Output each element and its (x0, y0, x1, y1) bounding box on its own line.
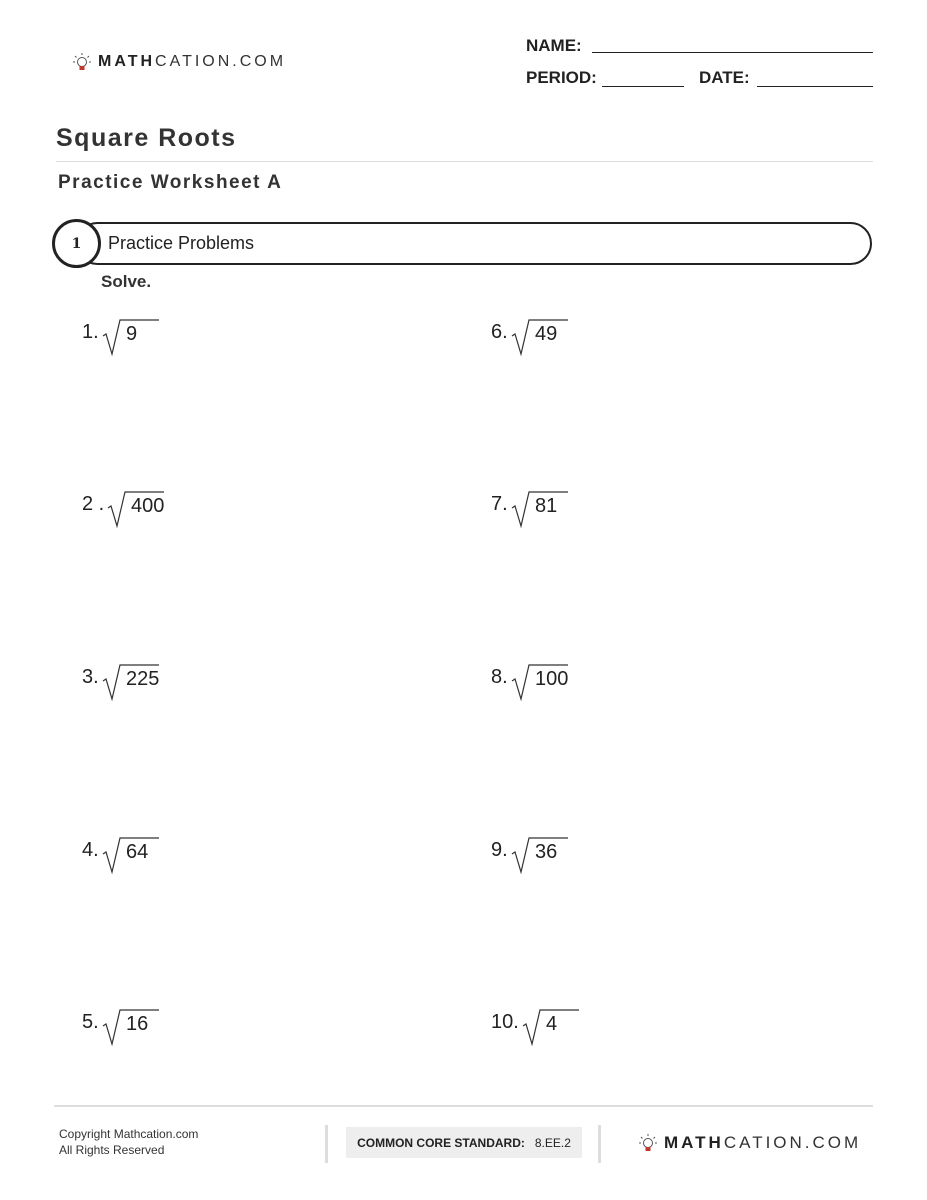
problem-1 (82, 318, 165, 358)
name-line[interactable] (592, 52, 873, 53)
problem-9 (491, 836, 574, 876)
problem-number: 10. (491, 1011, 519, 1033)
radicand: 36 (534, 841, 557, 863)
footer-separator-right (598, 1125, 601, 1163)
footer-logo-bold: MATH (664, 1133, 724, 1152)
lightbulb-icon (638, 1133, 658, 1153)
radicand: 400 (131, 495, 165, 517)
square-root-sign (106, 490, 170, 530)
lightbulb-icon (72, 52, 92, 72)
standard-label: COMMON CORE STANDARD: (357, 1135, 525, 1150)
page-title: Square Roots (56, 124, 237, 152)
square-root-sign (510, 490, 574, 530)
square-root-sign (101, 663, 165, 703)
footer-logo (638, 1133, 861, 1153)
problem-number: 4. (82, 839, 99, 861)
problem-number: 5. (82, 1011, 99, 1033)
square-root-sign (521, 1008, 585, 1048)
period-label: PERIOD: (526, 68, 597, 87)
square-root-sign (101, 318, 165, 358)
title-divider (56, 161, 873, 162)
problem-10 (491, 1008, 585, 1048)
footer-divider (54, 1105, 873, 1107)
radicand: 9 (125, 323, 137, 345)
rights-text: All Rights Reserved (59, 1143, 165, 1157)
radicand: 16 (125, 1013, 148, 1035)
square-root-sign (101, 1008, 165, 1048)
problem-3 (82, 663, 165, 703)
problem-number: 7. (491, 493, 508, 515)
radicand: 100 (534, 668, 569, 690)
standard-value: 8.EE.2 (534, 1135, 571, 1150)
date-label: DATE: (699, 68, 750, 87)
problem-6 (491, 318, 574, 358)
instructions: Solve. (101, 272, 152, 291)
footer-separator-left (325, 1125, 328, 1163)
name-label: NAME: (526, 36, 582, 55)
problem-number: 2 . (82, 493, 105, 515)
square-root-sign (101, 836, 165, 876)
copyright-text: Copyright Mathcation.com (59, 1127, 199, 1141)
header-logo (72, 52, 286, 72)
logo-text-bold: MATH (98, 53, 156, 70)
footer-logo-rest: CATION.COM (723, 1133, 862, 1152)
date-line[interactable] (757, 86, 873, 87)
problem-number: 9. (491, 839, 508, 861)
common-core-standard (346, 1127, 582, 1158)
period-line[interactable] (602, 86, 684, 87)
radicand: 225 (125, 668, 160, 690)
problem-4 (82, 836, 165, 876)
square-root-sign (510, 836, 574, 876)
section-number-badge: 1 (52, 219, 101, 268)
radicand: 49 (534, 323, 557, 345)
problem-number: 8. (491, 666, 508, 688)
page-subtitle: Practice Worksheet A (58, 172, 283, 193)
radicand: 4 (545, 1013, 557, 1035)
problem-2 (82, 490, 170, 530)
problem-8 (491, 663, 574, 703)
logo-text-rest: CATION.COM (155, 53, 287, 70)
problem-number: 1. (82, 321, 99, 343)
problem-7 (491, 490, 574, 530)
radicand: 64 (125, 841, 148, 863)
problem-number: 6. (491, 321, 508, 343)
square-root-sign (510, 663, 574, 703)
problem-5 (82, 1008, 165, 1048)
radicand: 81 (534, 495, 557, 517)
square-root-sign (510, 318, 574, 358)
section-title: Practice Problems (108, 233, 255, 253)
problem-number: 3. (82, 666, 99, 688)
